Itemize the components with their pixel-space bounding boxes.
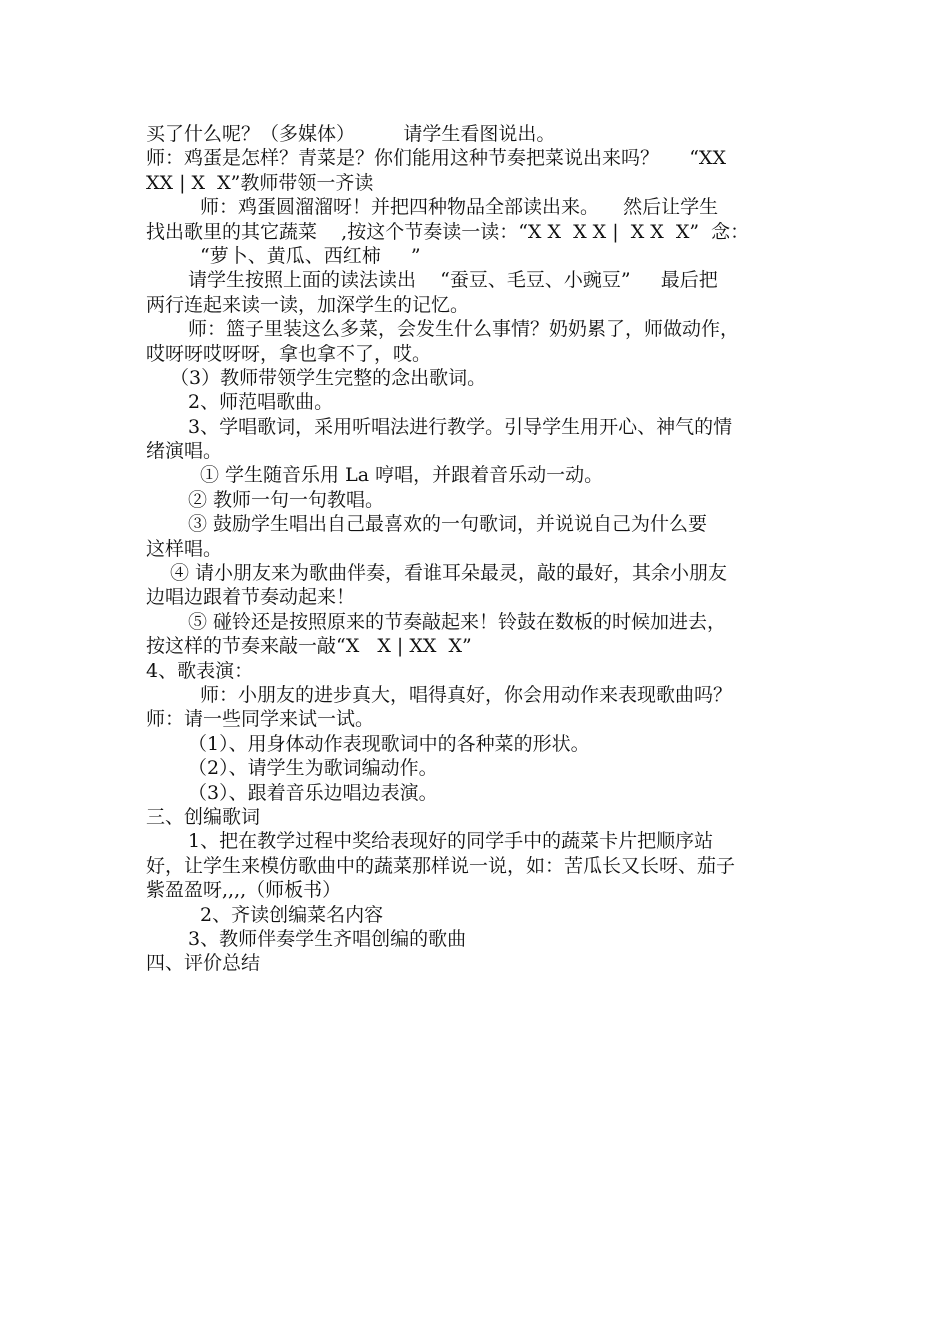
text-line: 边唱边跟着节奏动起来！ (146, 586, 356, 609)
text-line: 2、师范唱歌曲。 (188, 391, 334, 414)
text-line: 师：请一些同学来试一试。 (146, 708, 375, 731)
document-body (146, 122, 814, 976)
text-line: （3）、跟着音乐边唱边表演。 (188, 781, 438, 804)
text-line: 请学生按照上面的读法读出 “蚕豆、毛豆、小豌豆” 最后把 (188, 269, 718, 292)
text-line: 绪演唱。 (146, 440, 223, 463)
text-line: 3、学唱歌词，采用听唱法进行教学。引导学生用开心、神气的情 (188, 415, 733, 438)
text-line: 师：篮子里装这么多菜，会发生什么事情？奶奶累了，师做动作， (188, 318, 740, 341)
text-line: 这样唱。 (146, 537, 223, 560)
text-line: ④ 请小朋友来为歌曲伴奏，看谁耳朵最灵，敲的最好，其余小朋友 (170, 562, 728, 585)
text-line: 买了什么呢？（多媒体） 请学生看图说出。 (146, 123, 556, 145)
text-line: 1、把在教学过程中奖给表现好的同学手中的蔬菜卡片把顺序站 (188, 830, 714, 853)
section-heading: 4、歌表演： (146, 659, 254, 682)
text-line: （3）教师带领学生完整的念出歌词。 (170, 366, 487, 389)
text-line: 师：鸡蛋是怎样？青菜是？你们能用这种节奏把菜说出来吗？ “XX (146, 147, 726, 170)
section-heading: 三、创编歌词 (146, 805, 261, 828)
text-line: 哎呀呀哎呀呀，拿也拿不了，哎。 (146, 342, 432, 365)
text-line: 两行连起来读一读，加深学生的记忆。 (146, 293, 470, 316)
text-line: ① 学生随音乐用 La 哼唱，并跟着音乐动一动。 (200, 464, 604, 487)
text-line: （1）、用身体动作表现歌词中的各种菜的形状。 (188, 732, 590, 755)
text-line: ③ 鼓励学生唱出自己最喜欢的一句歌词，并说说自己为什么要 (188, 513, 708, 536)
text-line: ② 教师一句一句教唱。 (188, 488, 385, 511)
text-line: 3、教师伴奏学生齐唱创编的歌曲 (188, 927, 467, 950)
text-line: “萝卜、黄瓜、西红柿 ” (200, 244, 421, 267)
text-line: 按这样的节奏来敲一敲“X X | XX X” (146, 635, 472, 658)
text-line: 好，让学生来模仿歌曲中的蔬菜那样说一说，如：苦瓜长又长呀、茄子 (146, 854, 736, 877)
text-line: 师：小朋友的进步真大，唱得真好，你会用动作来表现歌曲吗？ (200, 683, 733, 706)
text-line: 找出歌里的其它蔬菜 ,按这个节奏读一读：“X X X X | X X X” 念： (146, 220, 750, 243)
text-line: ⑤ 碰铃还是按照原来的节奏敲起来！铃鼓在数板的时候加进去， (188, 610, 727, 633)
text-line: 2、齐读创编菜名内容 (200, 903, 384, 926)
text-line: XX | X X”教师带领一齐读 (146, 171, 374, 194)
text-line: （2）、请学生为歌词编动作。 (188, 757, 438, 780)
text-line: 师：鸡蛋圆溜溜呀！并把四种物品全部读出来。 然后让学生 (200, 196, 719, 219)
section-heading: 四、评价总结 (146, 952, 261, 975)
text-line: 紫盈盈呀,,,,（师板书） (146, 879, 342, 902)
